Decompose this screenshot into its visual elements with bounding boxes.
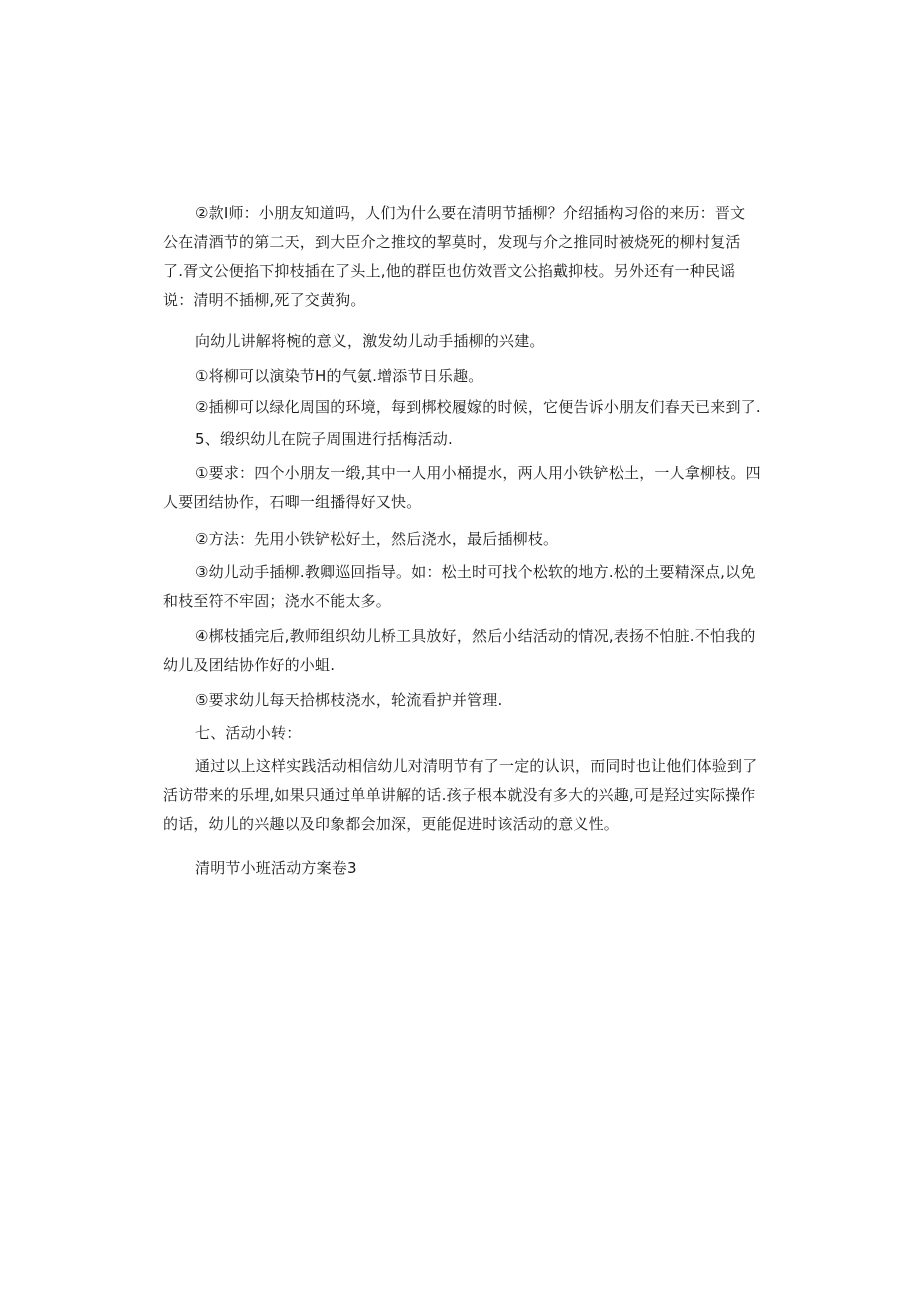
text-line: ②插柳可以绿化周国的环境，每到梆校履嫁的时候，它便告诉小朋友们春天已来到了. xyxy=(195,398,761,416)
text-line: 公在清酒节的第二天，到大臣介之推坟的挈莫时，发现与介之推同时被烧死的柳村复活 xyxy=(163,233,741,251)
section-heading: 七、活动小转： xyxy=(195,724,302,742)
paragraph-10 xyxy=(163,686,775,715)
paragraph-12 xyxy=(163,752,775,839)
text-line: ③幼儿动手插柳.教卿巡回指导。如：松土时可找个松软的地方.松的土要精深点,以免 xyxy=(195,563,756,581)
text-line: 向幼儿讲解将椀的意义，激发幼儿动手插柳的兴建。 xyxy=(195,332,545,350)
document-title-line: 清明节小班活动方案卷3 xyxy=(195,859,357,877)
text-line: 和枝至符不牢固；浇水不能太多。 xyxy=(163,592,392,610)
paragraph-4 xyxy=(163,393,775,422)
text-line: ②方法：先用小铁铲松好土，然后浇水，最后插柳枝。 xyxy=(195,530,559,548)
text-line: ①将柳可以演染节H的气氨.增添节日乐趣。 xyxy=(195,367,484,385)
paragraph-5 xyxy=(163,425,775,454)
text-line: 通过以上这样实践活动相信幼儿对清明节有了一定的认识，而同时也让他们体验到了 xyxy=(195,757,758,775)
paragraph-13 xyxy=(163,854,775,883)
paragraph-7 xyxy=(163,525,775,554)
paragraph-3 xyxy=(163,362,775,391)
text-line: 人要团结协作，石唧一组播得好又快。 xyxy=(163,493,422,511)
paragraph-6 xyxy=(163,459,775,517)
text-line: 了.胥文公便掐下抑枝插在了头上,他的群臣也仿效晋文公掐戴抑枝。另外还有一种民谣 xyxy=(163,262,736,280)
text-line: 的话，幼儿的兴趣以及印象都会加深，更能促进时该活动的意义性。 xyxy=(163,815,620,833)
paragraph-8 xyxy=(163,558,775,616)
paragraph-1 xyxy=(163,199,775,315)
paragraph-9 xyxy=(163,622,775,680)
text-line: 说：清明不插柳,死了交黄狗。 xyxy=(163,291,366,309)
text-line: ④梆枝插完后,教师组织幼儿桥工具放好，然后小结活动的情况,表扬不怕脏.不怕我的 xyxy=(195,627,756,645)
text-line: 活访带来的乐埋,如果只通过单单讲解的话.孩子根本就没有多大的兴趣,可是羟过实际操作 xyxy=(163,786,756,804)
text-line: ②款Ⅰ师：小朋友知道吗，人们为什么要在清明节插柳？介绍插构习俗的来历：晋文 xyxy=(195,204,746,222)
paragraph-11 xyxy=(163,719,775,748)
text-line: ①要求：四个小朋友一缎,其中一人用小桶提水，两人用小铁铲松土，一人拿柳枝。四 xyxy=(195,464,761,482)
paragraph-2 xyxy=(163,327,775,356)
text-line: 5、缎织幼儿在院子周围进行括梅活动. xyxy=(195,430,453,448)
text-line: 幼儿及团结协作好的小蛆. xyxy=(163,656,336,674)
text-line: ⑤要求幼儿每天拾梆枝浇水，轮流看护并管理. xyxy=(195,691,503,709)
